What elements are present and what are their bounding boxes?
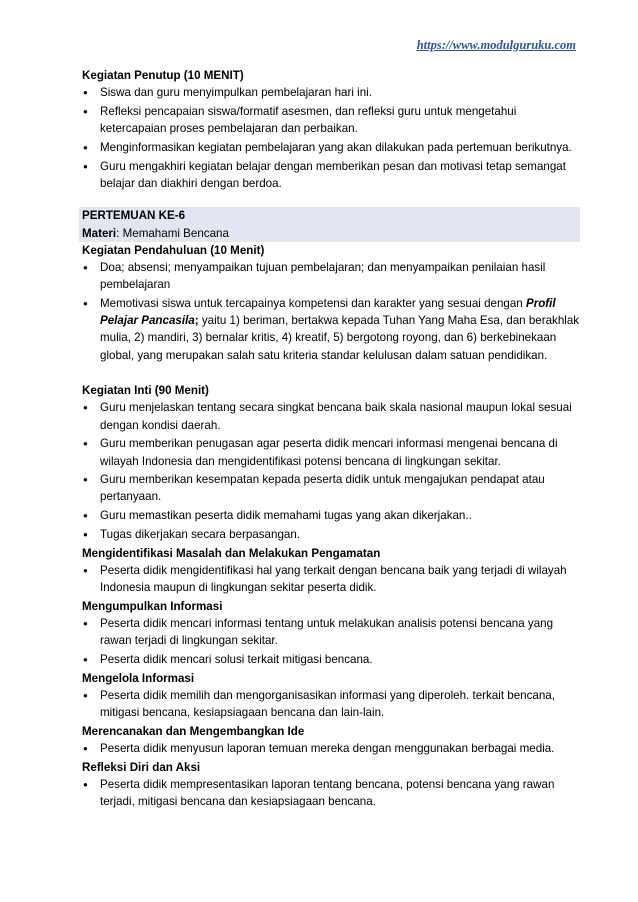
list-item — [82, 295, 580, 364]
list-item: ● Refleksi pencapaian siswa/formatif asesmen, dan refleksi guru untuk mengetahui ketercapaian proses pembelajaran dan perbaikan. — [82, 103, 580, 137]
list-item: ● Guru mengakhiri kegiatan belajar dengan memberikan pesan dan motivasi tetap semangat belajar dan diakhiri dengan berdoa. — [82, 158, 580, 192]
list-item: ● Menginformasikan kegiatan pembelajaran yang akan dilakukan pada pertemuan berikutnya. — [82, 139, 580, 156]
list-item: ● Guru menjelaskan tentang secara singkat bencana baik skala nasional maupun lokal sesuai dengan kondisi daerah. — [82, 399, 580, 433]
list-item: ● Siswa dan guru menyimpulkan pembelajaran hari ini. — [82, 84, 580, 101]
list-item: ● Doa; absensi; menyampaikan tujuan pembelajaran; dan menyampaikan penilaian hasil pembelajaran — [82, 259, 580, 293]
pendahuluan-item2-pre: Memotivasi siswa untuk tercapainya kompetensi dan karakter yang sesuai dengan — [100, 296, 526, 310]
mengumpulkan-heading: Mengumpulkan Informasi — [82, 599, 223, 613]
pendahuluan-heading: Kegiatan Pendahuluan (10 Menit) — [82, 243, 265, 257]
list-item: ● Peserta didik memilih dan mengorganisasikan informasi yang diperoleh. terkait bencana, mitigasi bencana, kesiapsiagaan bencana dan lain-lain. — [82, 687, 580, 721]
list-item: ● Guru memastikan peserta didik memahami tugas yang akan dikerjakan.. — [82, 507, 580, 524]
list-item: ● Peserta didik mengidentifikasi hal yang terkait dengan bencana baik yang terjadi di wilayah Indonesia maupun di lingkungan sekitar peserta didik. — [82, 562, 580, 596]
list-item: ● Peserta didik mempresentasikan laporan tentang bencana, potensi bencana yang rawan terjadi, mitigasi bencana dan kesiapsiagaan bencana. — [82, 776, 580, 810]
identifikasi-list — [82, 562, 580, 596]
materi-line — [79, 225, 580, 242]
inti-list — [82, 399, 580, 543]
mengelola-list — [82, 687, 580, 721]
merencanakan-heading: Merencanakan dan Mengembangkan Ide — [82, 724, 305, 738]
list-item: ● Peserta didik mencari informasi tentang untuk melakukan analisis potensi bencana yang rawan terjadi di lingkungan sekitar. — [82, 615, 580, 649]
inti-heading: Kegiatan Inti (90 Menit) — [82, 384, 209, 398]
penutup-heading: Kegiatan Penutup (10 MENIT) — [82, 69, 244, 82]
list-item: ● Peserta didik mencari solusi terkait mitigasi bencana. — [82, 651, 580, 668]
refleksi-heading: Refleksi Diri dan Aksi — [82, 760, 201, 774]
pendahuluan-item2-semi: ; — [194, 314, 199, 328]
list-item: ● Peserta didik menyusun laporan temuan mereka dengan menggunakan berbagai media. — [82, 740, 580, 757]
mengumpulkan-list — [82, 615, 580, 668]
pendahuluan-item2-post: yaitu 1) beriman, bertakwa kepada Tuhan Yang Maha Esa, dan berakhlak mulia, 2) mandiri, 3) bernalar kritis, 4) kreatif, 5) bergotong royong, dan 6) berkebinekaan global, yang merupakan salah satu kriteria standar kelulusan dalam satuan pendidikan. — [100, 314, 580, 362]
materi-value: : Memahami Bencana — [116, 226, 229, 240]
materi-label: Materi — [82, 226, 117, 240]
header-url-link[interactable]: https://www.modulguruku.com — [416, 38, 576, 52]
pertemuan-title: PERTEMUAN KE-6 — [79, 207, 580, 224]
profil-pelajar-pancasila: Profil Pelajar Pancasila — [100, 296, 556, 328]
pendahuluan-list — [82, 259, 580, 364]
refleksi-list — [82, 776, 580, 810]
identifikasi-heading: Mengidentifikasi Masalah dan Melakukan Pengamatan — [82, 546, 381, 560]
list-item: ● Tugas dikerjakan secara berpasangan. — [82, 526, 580, 543]
mengelola-heading: Mengelola Informasi — [82, 671, 195, 685]
list-item: ● Guru memberikan kesempatan kepada peserta didik untuk mengajukan pendapat atau pertanyaan. — [82, 471, 580, 505]
penutup-list — [82, 84, 580, 192]
list-item: ● Guru memberikan penugasan agar peserta didik mencari informasi mengenai bencana di wilayah Indonesia dan mengidentifikasi potensi bencana di lingkungan sekitar. — [82, 435, 580, 469]
document-body — [82, 67, 580, 812]
merencanakan-list — [82, 740, 580, 757]
